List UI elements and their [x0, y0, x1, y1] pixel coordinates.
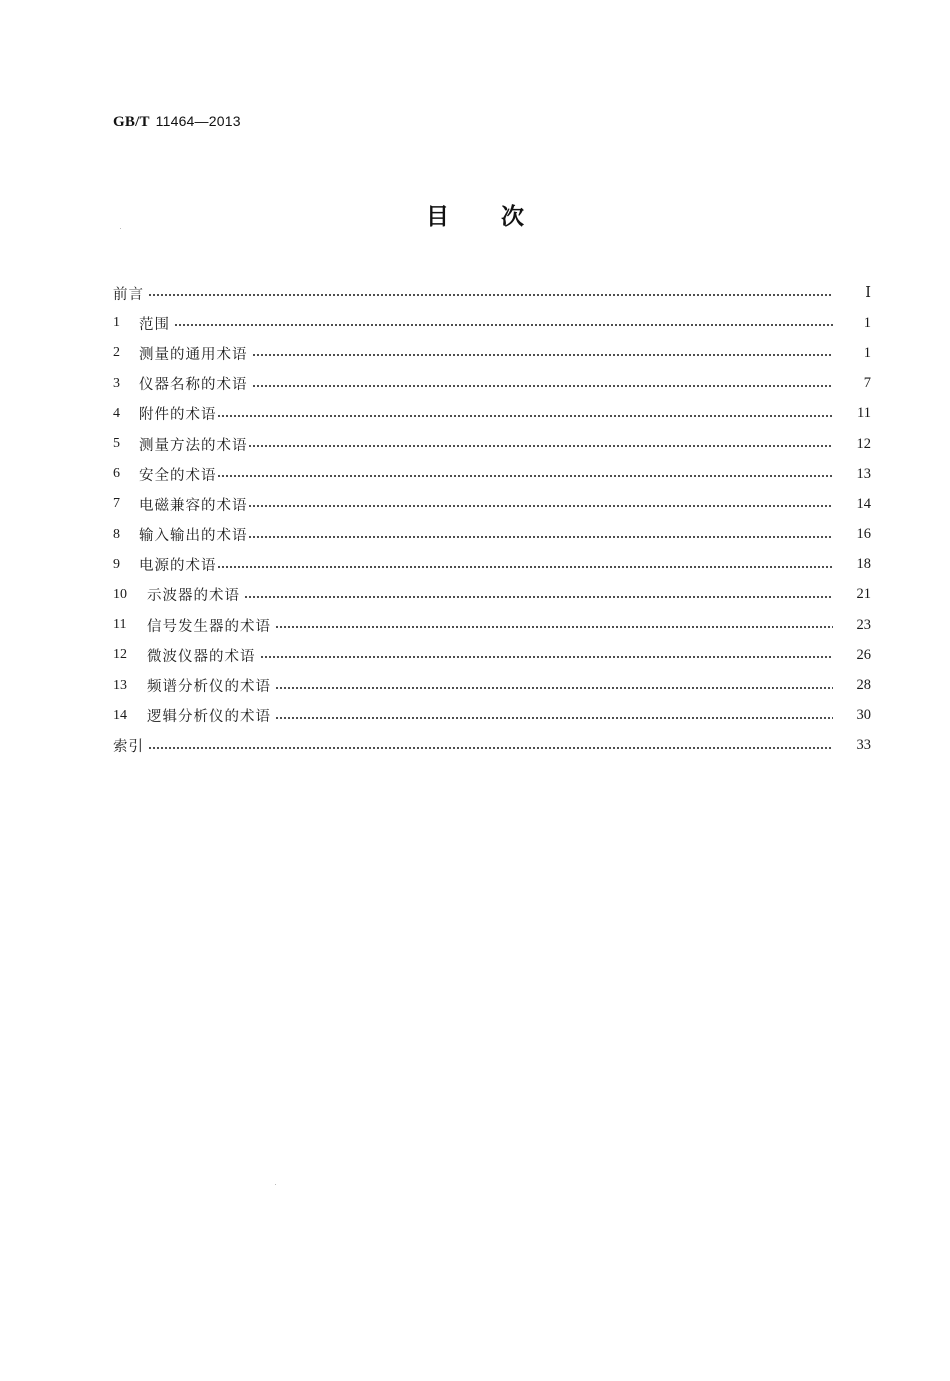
- toc-entry-13[interactable]: [113, 670, 871, 700]
- toc-entry-page: 7: [863, 375, 871, 392]
- toc-entry-number: 4: [113, 405, 120, 421]
- toc-entry-page: 21: [856, 586, 871, 603]
- toc-dot-leader: [275, 687, 833, 689]
- toc-entry-page: 14: [856, 495, 871, 512]
- toc-entry-page: 18: [856, 556, 871, 573]
- toc-entry-label: 仪器名称的术语: [139, 377, 248, 394]
- toc-entry-label: 逻辑分析仪的术语: [147, 709, 271, 726]
- standard-code: 11464—2013: [155, 113, 241, 129]
- toc-entry-label: 微波仪器的术语: [147, 648, 256, 665]
- toc-entry-number: 6: [113, 466, 120, 482]
- toc-entry-page: 1: [863, 344, 871, 361]
- toc-entry-page: 12: [856, 435, 871, 452]
- toc-entry-page: 16: [856, 526, 871, 543]
- toc-entry-12[interactable]: [113, 640, 871, 670]
- toc-entry-foreword[interactable]: [113, 278, 871, 308]
- scan-speck: [275, 1184, 276, 1185]
- toc-entry-page: 33: [856, 737, 871, 754]
- toc-entry-label: 前言: [113, 286, 144, 303]
- toc-entry-3[interactable]: [113, 369, 871, 399]
- toc-entry-label: 范围: [139, 316, 170, 333]
- toc-entry-label: 安全的术语: [139, 467, 217, 484]
- toc-entry-label: 索引: [113, 739, 144, 756]
- toc-entry-label: 电源的术语: [139, 558, 217, 575]
- toc-entry-label: 测量的通用术语: [139, 346, 248, 363]
- toc-entry-label: 电磁兼容的术语: [139, 497, 248, 514]
- toc-entry-page: 26: [856, 646, 871, 663]
- page-title-char-2: 次: [501, 204, 524, 230]
- toc-entry-4[interactable]: [113, 399, 871, 429]
- toc-entry-number: 1: [113, 315, 120, 331]
- toc-entry-number: 10: [113, 586, 127, 602]
- toc-dot-leader: [252, 354, 834, 356]
- toc-entry-number: 9: [113, 556, 120, 572]
- standard-prefix: GB/T: [113, 114, 150, 130]
- toc-entry-number: 2: [113, 345, 120, 361]
- toc-entry-10[interactable]: [113, 580, 871, 610]
- toc-entry-label: 测量方法的术语: [139, 437, 248, 454]
- toc-entry-page: 23: [856, 616, 871, 633]
- toc-entry-label: 输入输出的术语: [139, 528, 248, 545]
- toc-dot-leader: [217, 415, 834, 417]
- toc-entry-label: 信号发生器的术语: [147, 618, 271, 635]
- toc-dot-leader: [148, 294, 833, 296]
- toc-entry-2[interactable]: [113, 338, 871, 368]
- table-of-contents: [113, 278, 871, 761]
- toc-entry-8[interactable]: [113, 520, 871, 550]
- toc-entry-5[interactable]: [113, 429, 871, 459]
- toc-entry-7[interactable]: [113, 489, 871, 519]
- toc-entry-page: 11: [857, 405, 871, 422]
- toc-dot-leader: [244, 596, 833, 598]
- toc-entry-label: 示波器的术语: [147, 588, 240, 605]
- toc-entry-label: 附件的术语: [139, 407, 217, 424]
- toc-entry-number: 7: [113, 496, 120, 512]
- toc-entry-number: 13: [113, 677, 127, 693]
- toc-dot-leader: [248, 445, 834, 447]
- scan-speck: [120, 228, 121, 229]
- toc-dot-leader: [248, 536, 834, 538]
- toc-entry-page: 30: [856, 707, 871, 724]
- toc-entry-number: 3: [113, 375, 120, 391]
- toc-entry-number: 14: [113, 707, 127, 723]
- toc-entry-number: 12: [113, 647, 127, 663]
- standard-number-header: [113, 113, 241, 131]
- toc-dot-leader: [148, 747, 833, 749]
- toc-entry-page: 28: [856, 677, 871, 694]
- toc-entry-page: Ⅰ: [865, 284, 871, 301]
- page-title-char-1: 目: [426, 204, 449, 230]
- toc-dot-leader: [217, 475, 834, 477]
- toc-entry-11[interactable]: [113, 610, 871, 640]
- toc-dot-leader: [248, 505, 834, 507]
- toc-entry-number: 11: [113, 617, 127, 633]
- toc-dot-leader: [252, 385, 834, 387]
- toc-entry-label: 频谱分析仪的术语: [147, 679, 271, 696]
- toc-entry-number: 8: [113, 526, 120, 542]
- toc-entry-index[interactable]: [113, 731, 871, 761]
- toc-entry-14[interactable]: [113, 701, 871, 731]
- toc-entry-6[interactable]: [113, 459, 871, 489]
- toc-entry-number: 5: [113, 436, 120, 452]
- toc-entry-page: 1: [863, 314, 871, 331]
- toc-dot-leader: [174, 324, 833, 326]
- toc-entry-9[interactable]: [113, 550, 871, 580]
- page-title: [0, 198, 950, 231]
- toc-dot-leader: [275, 717, 833, 719]
- toc-entry-page: 13: [856, 465, 871, 482]
- toc-dot-leader: [217, 566, 834, 568]
- toc-dot-leader: [275, 626, 833, 628]
- toc-dot-leader: [260, 656, 834, 658]
- toc-entry-1[interactable]: [113, 308, 871, 338]
